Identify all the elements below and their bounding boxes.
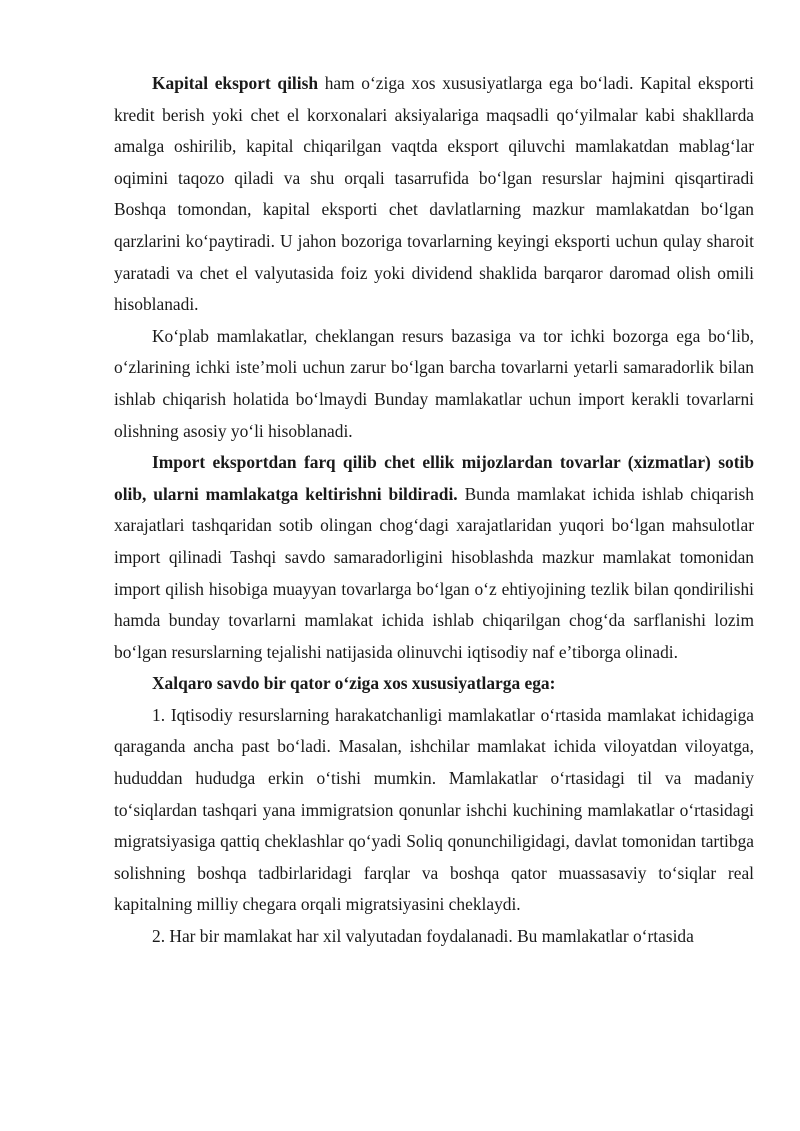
document-page xyxy=(114,68,754,953)
paragraph-item-2 xyxy=(114,921,754,953)
paragraph-capital-export xyxy=(114,68,754,321)
paragraph-body: Ko‘plab mamlakatlar, cheklangan resurs bazasiga va tor ichki bozorga ega bo‘lib, o‘zlarining ichki iste’moli uchun zarur bo‘lgan barcha tovarlarni yetarli samaradorlik bilan ishlab chiqarish holatida bo‘lmaydi Bunday mamlakatlar uchun import kerakli tovarlarni olishning asosiy yo‘li hisoblanadi. xyxy=(114,325,754,441)
paragraph-body: ham o‘ziga xos xususiyatlarga ega bo‘ladi. Kapital eksporti kredit berish yoki chet el korxonalari aksiyalariga maqsadli qo‘yilmalar kabi shakllarda amalga oshirilib, kapital chiqarilgan vaqtda eksport qiluvchi mamlakatdan mablag‘lar oqimini taqozo qiladi va shu orqali tasarrufida bo‘lgan resurslar hajmini qisqartiradi Boshqa tomondan, kapital eksporti chet davlatlarning mazkur mamlakatdan bo‘lgan qarzlarini ko‘paytiradi. U jahon bozoriga tovarlarning keyingi eksporti uchun qulay sharoit yaratadi va chet el valyutasida foiz yoki dividend shaklida barqaror daromad olish omili hisoblanadi. xyxy=(114,73,754,315)
paragraph-item-1 xyxy=(114,700,754,921)
paragraph-bold-lead: Xalqaro savdo bir qator o‘ziga xos xususiyatlarga ega: xyxy=(152,673,556,694)
paragraph-bold-lead: Import eksportdan farq qilib chet ellik mijozlardan tovarlar (xizmatlar) sotib olib, ularni mamlakatga keltirishni bildiradi. xyxy=(114,452,754,504)
paragraph-import-definition xyxy=(114,447,754,668)
paragraph-bold-lead: Kapital eksport qilish xyxy=(152,73,319,93)
paragraph-body: 2. Har bir mamlakat har xil valyutadan foydalanadi. Bu mamlakatlar o‘rtasida xyxy=(152,926,694,947)
paragraph-limited-resources xyxy=(114,321,754,447)
paragraph-trade-features-heading xyxy=(114,668,754,700)
paragraph-body: Bunda mamlakat ichida ishlab chiqarish xarajatlari tashqaridan sotib olingan chog‘dagi xarajatlaridan yuqori bo‘lgan mahsulotlar import qilinadi Tashqi savdo samaradorligini hisoblashda mazkur mamlakat tomonidan import qilish hisobiga muayyan tovarlarga bo‘lgan o‘z ehtiyojining tezlik bilan qondirilishi hamda bunday tovarlarni mamlakat ichida ishlab chiqarilgan chog‘da sarflanishi lozim bo‘lgan resurslarning tejalishi natijasida olinuvchi iqtisodiy naf e’tiborga olinadi. xyxy=(114,483,754,662)
paragraph-body: 1. Iqtisodiy resurslarning harakatchanligi mamlakatlar o‘rtasida mamlakat ichidagiga qaraganda ancha past bo‘ladi. Masalan, ishchilar mamlakat ichida viloyatdan viloyatga, hududdan hududga erkin o‘tishi mumkin. Mamlakatlar o‘rtasidagi til va madaniy to‘siqlardan tashqari yana immigratsion qonunlar ishchi kuchining mamlakatlar o‘rtasidagi migratsiyasiga qattiq cheklashlar qo‘yadi Soliq qonunchiligidagi, davlat tomonidan tartibga solishning boshqa tadbirlaridagi farqlar va boshqa qator muassasaviy to‘siqlar real kapitalning milliy chegara orqali migratsiyasini cheklaydi. xyxy=(114,704,754,915)
